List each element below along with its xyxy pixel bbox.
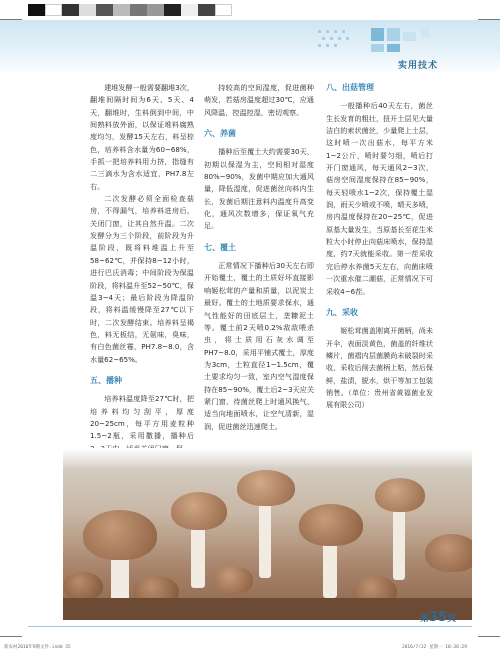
paragraph: 正常情况下播种后30天左右即开始覆土，覆土的土质好坏直接影响姬松茸的产量和质量，以泥炭土最好。覆土的土地质要求保水，通气性能好的田底层土，垄糠泥土等。覆土前2天喷0.2%敌敌喂杀虫，将土质用石灰水调至PH7~8.0，采用平铺式覆土，厚度为3cm，土粒直径1~1.5cm，覆土要求均匀一致，室内空气湿度保持在85~90%，覆土后2~3天应关紧门窗，待菌丝爬上时通风换气，适当向地面喷水，让空气清新，湿润，促进菌丝迅速爬土。 bbox=[204, 261, 314, 431]
paragraph: 持较高的空间湿度，促进菌种萌发，若菇房温度超过30℃，应通风降温，控温控湿，密切观察。 bbox=[204, 83, 314, 117]
article-column-3 bbox=[326, 82, 433, 412]
print-slug-right: 2016/7/22 星期一 10:38:29 bbox=[402, 645, 467, 650]
trim-mark-bottom-right bbox=[478, 636, 500, 637]
section-heading: 五、播种 bbox=[90, 375, 122, 385]
section-heading: 九、采收 bbox=[326, 307, 358, 317]
section-heading: 八、出菇管理 bbox=[326, 83, 374, 92]
paragraph: 二次发酵必须全面检查菇房，不得漏气，培养料进房后，关闭门窗，让其自然升温。二次发酵分为三个阶段，前阶段为升温阶段，既将料堆温上升至58~62℃，并保持8~12小时，进行巴氏消毒；中间阶段为保温阶段，将料温升至52~50℃，保温3~4天；最后阶段为降温阶段，将料温缓慢降至27℃以下时，二次发酵结束。培养料呈褐色，料无板结，无氨味，臭味，有白色菌丝霉，PH7.8~8.0，含水量62~65%。 bbox=[90, 194, 194, 364]
paragraph: 播种后至覆土大约需要30天，初期以保湿为主，空间相对湿度80%~90%，发菌中期应加大通风量，降低湿度，促进菌丝向料内生长，发菌后期注意料内温度升高变化，通风次数增多，保证氧气充足。 bbox=[204, 147, 314, 231]
trim-mark-bottom-left bbox=[0, 636, 22, 637]
header-dot-pattern bbox=[318, 30, 378, 66]
article-column-1 bbox=[90, 82, 194, 455]
page-suffix: 页 bbox=[447, 614, 457, 624]
section-heading: 六、养菌 bbox=[204, 129, 236, 139]
section-heading: 七、覆土 bbox=[204, 242, 236, 252]
paragraph: 一般播种后40天左右，菌丝生长发育的粗壮，扭开土层见大量洁白的索状菌丝，少量爬上土层，这时喷一次出菇水，每平方米1~2公斤，喷时要匀细，喷后打开门窗通风，每天通风2~3次，菇房空间湿度保持在85~90%，每天轻喷水1~2次，保持覆土湿润，雨天少喷或不喷，晴天多喷，房内温度保持在20~25℃，促进原基大量发生，当原基长至花生米粒大小时停止向菇床喷水，保持湿度，约7天就能采收。第一茬采收完后停水养菌5天左右，向菌床喷一次重水催二潮菇，正常情况下可采收4~6茬。 bbox=[326, 101, 433, 296]
page-number-badge bbox=[420, 610, 456, 625]
page-prefix: 第 bbox=[420, 614, 430, 624]
print-slug-left: 新农村2016年9期文件.indd 35 bbox=[4, 645, 71, 650]
section-title: 实用技术 bbox=[397, 61, 438, 71]
mushroom-photo bbox=[63, 448, 472, 620]
color-registration-strip bbox=[28, 4, 232, 16]
paragraph: 建堆发酵一般需要翻堆3次，翻堆间隔时间为6天、5天、4天，翻堆时，生料倒到中间，中间熟料放外面，以保证堆料腐熟度均匀，发酵15天左右，料呈棕色，培养料含水量为60~68%，手抓一把培养料用力挤，指缝有二三滴水为含水适宜，PH7.8左右。 bbox=[90, 83, 194, 191]
footer-rule bbox=[28, 626, 472, 627]
page-number: 35 bbox=[429, 610, 448, 625]
article-column-2 bbox=[204, 82, 314, 433]
paragraph: 姬松茸菌盖刚离开菌柄，尚未开伞，表面淡黄色，菌盖的纤维状鳞片，菌褶内层菌膜尚未破裂时采收，采收后削去菌柄上粘，然后保鲜，盐渍，脱水，烘干等加工包装销售。（单位：贵州省黄福菌业发展有限公司） bbox=[326, 326, 433, 410]
paragraph: 培养料温度降至27℃时，把培养料均匀刮平，厚度20~25cm，每平方用麦粒种1.5~2瓶，采用撒播，播种后 bbox=[90, 394, 194, 441]
photo-top-fade bbox=[63, 448, 472, 470]
